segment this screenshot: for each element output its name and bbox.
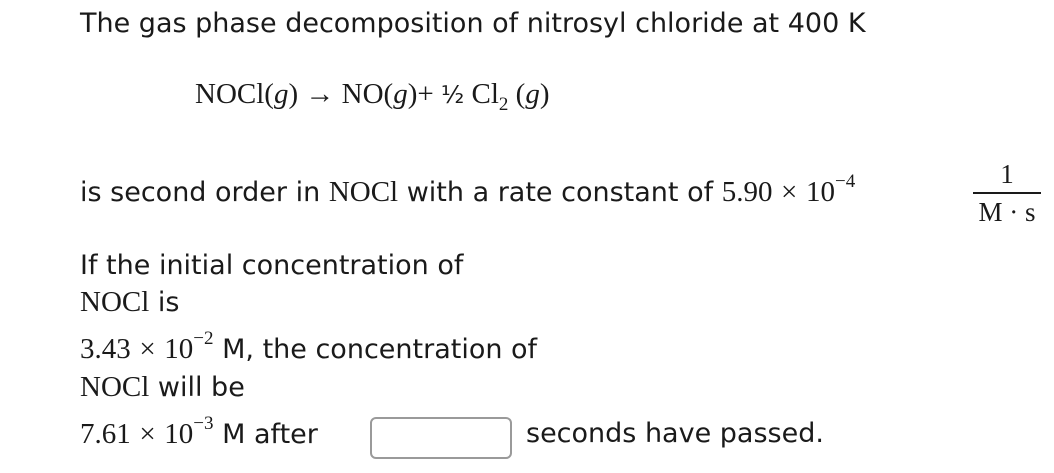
plus-sign: + bbox=[417, 78, 434, 110]
rate-middle: with a rate constant of bbox=[406, 177, 714, 208]
rate-mantissa: 5.90 bbox=[721, 176, 773, 208]
rate-species: NOCl bbox=[328, 176, 399, 208]
final-after: M after bbox=[222, 419, 318, 450]
initial-species-line bbox=[80, 286, 179, 319]
phase-product-no: g bbox=[393, 78, 408, 110]
initial-suffix: M, the concentration of bbox=[222, 334, 538, 365]
problem-title: The gas phase decomposition of nitrosyl chloride at 400 K bbox=[80, 8, 866, 39]
final-exponent: −3 bbox=[193, 413, 214, 434]
initial-base: 10 bbox=[164, 333, 194, 365]
rate-base: 10 bbox=[806, 176, 835, 208]
final-end-text: seconds have passed. bbox=[526, 418, 824, 449]
phase-product-cl: g bbox=[525, 78, 540, 110]
half-coefficient: ½ bbox=[440, 81, 465, 109]
initial-mantissa: 3.43 bbox=[80, 333, 131, 365]
product-cl: Cl bbox=[471, 78, 499, 110]
final-will-be: will be bbox=[157, 372, 245, 403]
reactant: NOCl bbox=[195, 78, 265, 110]
final-mantissa: 7.61 bbox=[80, 418, 131, 450]
unit-numerator: 1 bbox=[1000, 159, 1014, 189]
unit-denominator: M · s bbox=[978, 197, 1036, 227]
initial-concentration-line bbox=[80, 328, 538, 366]
initial-is: is bbox=[157, 287, 180, 318]
rate-unit-fraction bbox=[971, 158, 1043, 228]
fraction-bar bbox=[973, 192, 1041, 194]
rate-times: × bbox=[781, 176, 798, 208]
product-no: NO bbox=[341, 78, 384, 110]
initial-times: × bbox=[139, 333, 156, 365]
final-species: NOCl bbox=[80, 371, 150, 403]
final-base: 10 bbox=[164, 418, 194, 450]
rate-prefix: is second order in bbox=[80, 177, 321, 208]
reaction-arrow: → bbox=[305, 78, 335, 110]
phase-reactant: g bbox=[273, 78, 289, 110]
rate-exponent: −4 bbox=[835, 171, 856, 192]
rate-constant-line bbox=[80, 171, 856, 209]
initial-exponent: −2 bbox=[193, 328, 214, 349]
final-times: × bbox=[139, 418, 156, 450]
initial-prefix: If the initial concentration of bbox=[80, 250, 464, 281]
initial-species: NOCl bbox=[80, 286, 150, 318]
final-species-line bbox=[80, 371, 245, 404]
subscript-two: 2 bbox=[498, 93, 509, 115]
chemical-equation: NOCl(g) → NO(g)+ ½ $Cl_2$ (g) bbox=[195, 78, 550, 115]
final-concentration-line bbox=[80, 413, 318, 451]
answer-input[interactable] bbox=[370, 417, 512, 459]
